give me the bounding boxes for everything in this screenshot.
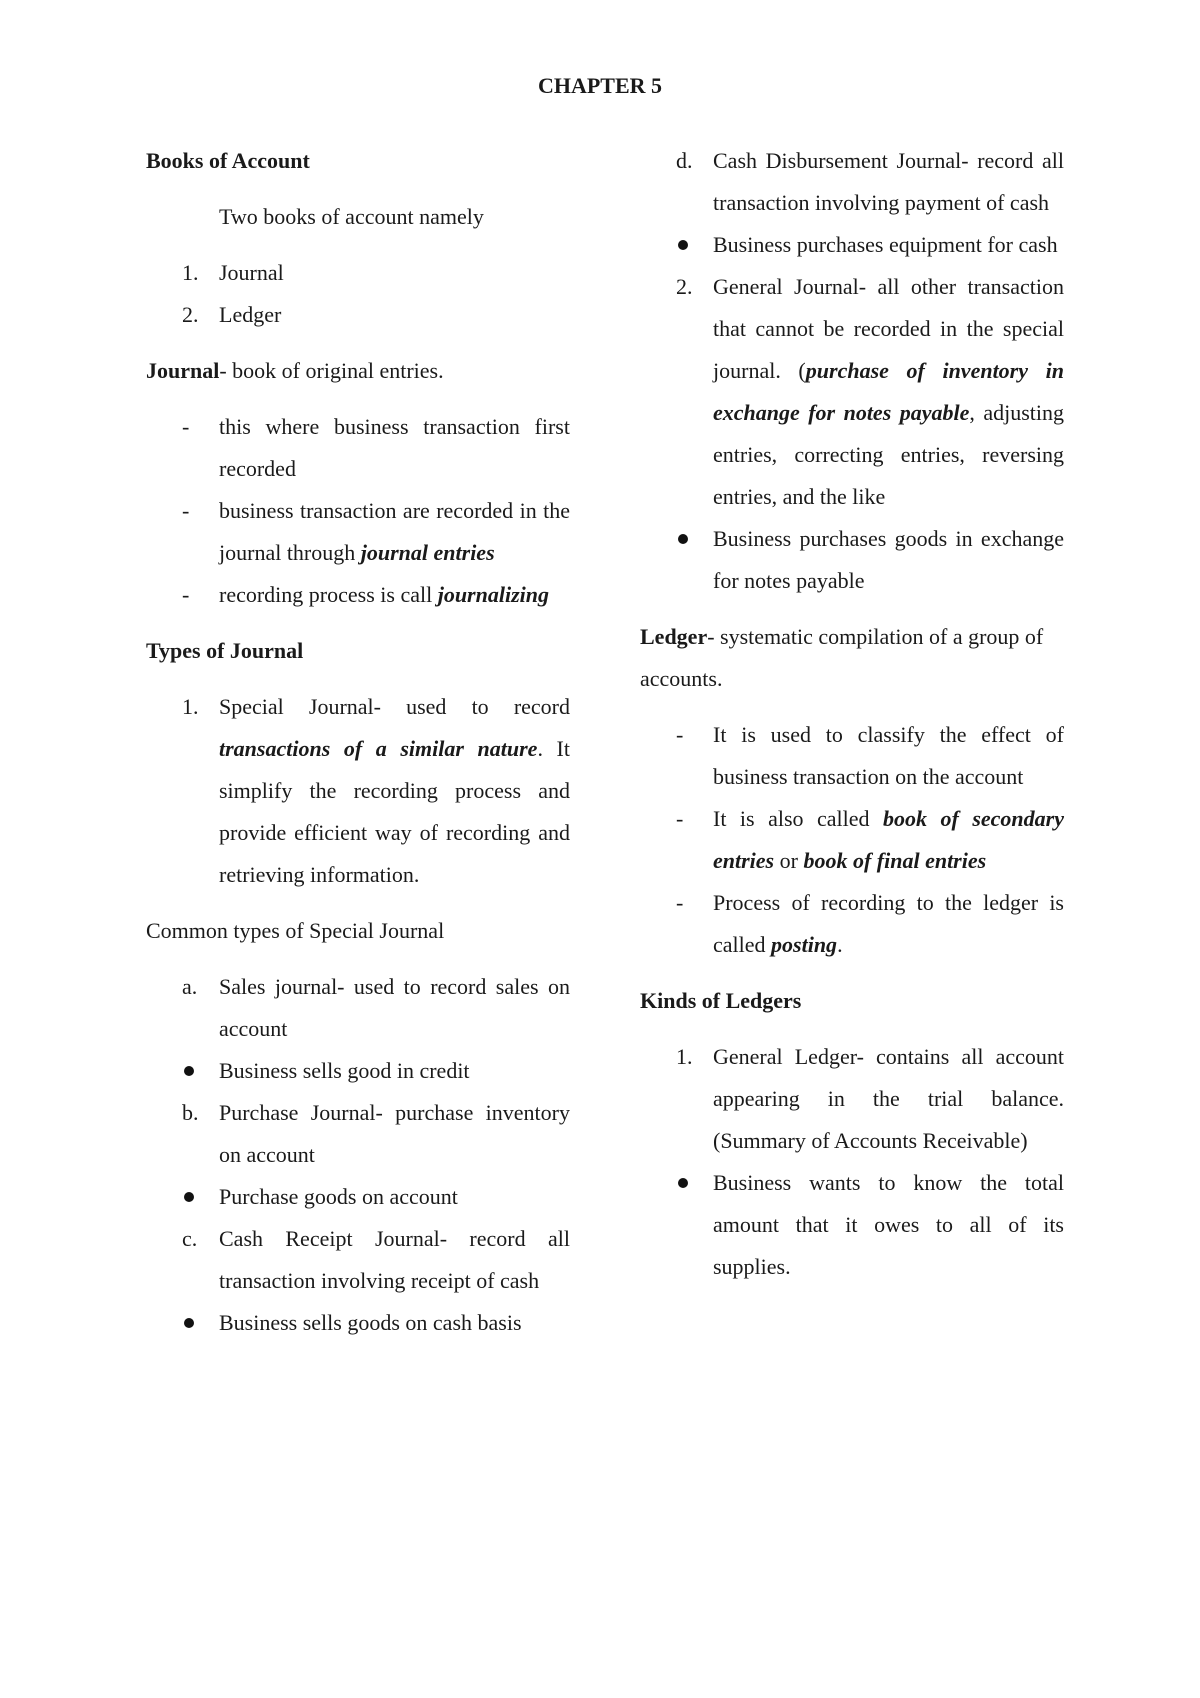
types-of-journal-heading: Types of Journal [146,638,304,663]
list-item-text: Business sells good in credit [219,1058,470,1083]
bullet-icon [678,240,688,250]
list-letter: a. [182,974,198,999]
ledger-points [640,714,1064,966]
list-item-text: business transaction are recorded in the journal through [219,498,570,565]
emphasis-term: posting [771,932,838,957]
list-item-text: Ledger [219,302,282,327]
bullet-icon [184,1066,194,1076]
list-item-text: Business purchases goods in exchange for notes payable [713,526,1064,593]
list-item-text: It is used to classify the effect of business transaction on the account [713,722,1064,789]
journal-term: Journal [146,358,220,383]
bullet-icon [678,1178,688,1188]
list-item [146,1218,570,1302]
left-column [146,140,570,1358]
list-item-text: Sales journal- used to record sales on account [219,974,570,1041]
list-item [640,1036,1064,1162]
list-item [640,140,1064,224]
ledger-definition-text: - systematic compilation of a group of accounts. [640,624,1044,691]
right-column [640,140,1064,1302]
list-item-text: Cash Receipt Journal- record all transaction involving receipt of cash [219,1226,570,1293]
list-item-text: . [837,932,843,957]
list-letter: d. [676,148,693,173]
dash-marker: - [182,582,190,607]
list-number: 2. [182,302,199,327]
list-item-text: recording process is call [219,582,438,607]
emphasis-term: journal entries [360,540,495,565]
dash-marker: - [182,498,190,523]
page-title: CHAPTER 5 [537,73,663,98]
list-item-text: , adjusting entries, correcting entries, reversing entries, and the like [713,400,1065,509]
cash-disbursement-list [640,140,1064,602]
list-item [146,294,570,336]
emphasis-term: book of final entries [803,848,987,873]
journal-definition-text: - book of original entries. [219,358,444,383]
bullet-icon [184,1192,194,1202]
list-item [640,224,1064,266]
bullet-icon [184,1318,194,1328]
emphasis-term: book of secondary entries [713,806,1064,873]
list-item [640,266,1064,518]
emphasis-term: journalizing [437,582,549,607]
kinds-of-ledgers-heading: Kinds of Ledgers [640,988,802,1013]
special-journal-list [146,686,570,896]
list-item-text: Business sells goods on cash basis [219,1310,522,1335]
list-item-text: this where business transaction first recorded [219,414,570,481]
list-item [146,1050,570,1092]
list-item-text: Special Journal- used to record [219,694,570,719]
dash-marker: - [676,890,684,915]
list-item [146,1302,570,1344]
dash-marker: - [676,722,684,747]
list-number: 1. [182,260,199,285]
list-item-text: Business wants to know the total amount that it owes to all of its supplies. [713,1170,1064,1279]
list-item-text: It is also called [713,806,884,831]
list-item [146,252,570,294]
list-number: 1. [676,1044,693,1069]
list-item [146,686,570,896]
list-item-text: or [774,848,804,873]
journal-points [146,406,570,616]
list-item-text: Journal [219,260,284,285]
list-item-text: Business purchases equipment for cash [713,232,1058,257]
common-types-heading: Common types of Special Journal [146,918,445,943]
list-item [146,1176,570,1218]
dash-marker: - [676,806,684,831]
list-item [640,518,1064,602]
list-item-text: Process of recording to the ledger is called [713,890,1064,957]
list-item-text: Cash Disbursement Journal- record all transaction involving payment of cash [713,148,1064,215]
list-number: 1. [182,694,199,719]
list-item-text: General Journal- all other transaction that cannot be recorded in the special journal. ( [713,274,1064,383]
list-item-text: General Ledger- contains all account appearing in the trial balance. (Summary of Accounts Receivable) [713,1044,1064,1153]
ledger-definition [640,616,1064,700]
list-item [640,1162,1064,1288]
list-letter: c. [182,1226,198,1251]
list-number: 2. [676,274,693,299]
list-item-text: Purchase Journal- purchase inventory on account [219,1100,570,1167]
emphasis-term: transactions of a similar nature [219,736,538,761]
journal-definition [146,350,570,392]
list-letter: b. [182,1100,199,1125]
list-item [146,406,570,490]
list-item [640,882,1064,966]
common-types-list [146,966,570,1344]
list-item [146,574,570,616]
dash-marker: - [182,414,190,439]
books-list [146,252,570,336]
list-item [640,798,1064,882]
kinds-of-ledgers-list [640,1036,1064,1288]
emphasis-term: purchase of inventory in exchange for notes payable [713,358,1064,425]
list-item [146,490,570,574]
list-item-text: . It simplify the recording process and provide efficient way of recording and retrieving information. [219,736,570,887]
bullet-icon [678,534,688,544]
list-item [146,966,570,1050]
books-intro: Two books of account namely [219,204,484,229]
ledger-term: Ledger [640,624,708,649]
list-item [640,714,1064,798]
list-item [146,1092,570,1176]
books-of-account-heading: Books of Account [146,148,310,173]
list-item-text: Purchase goods on account [219,1184,458,1209]
